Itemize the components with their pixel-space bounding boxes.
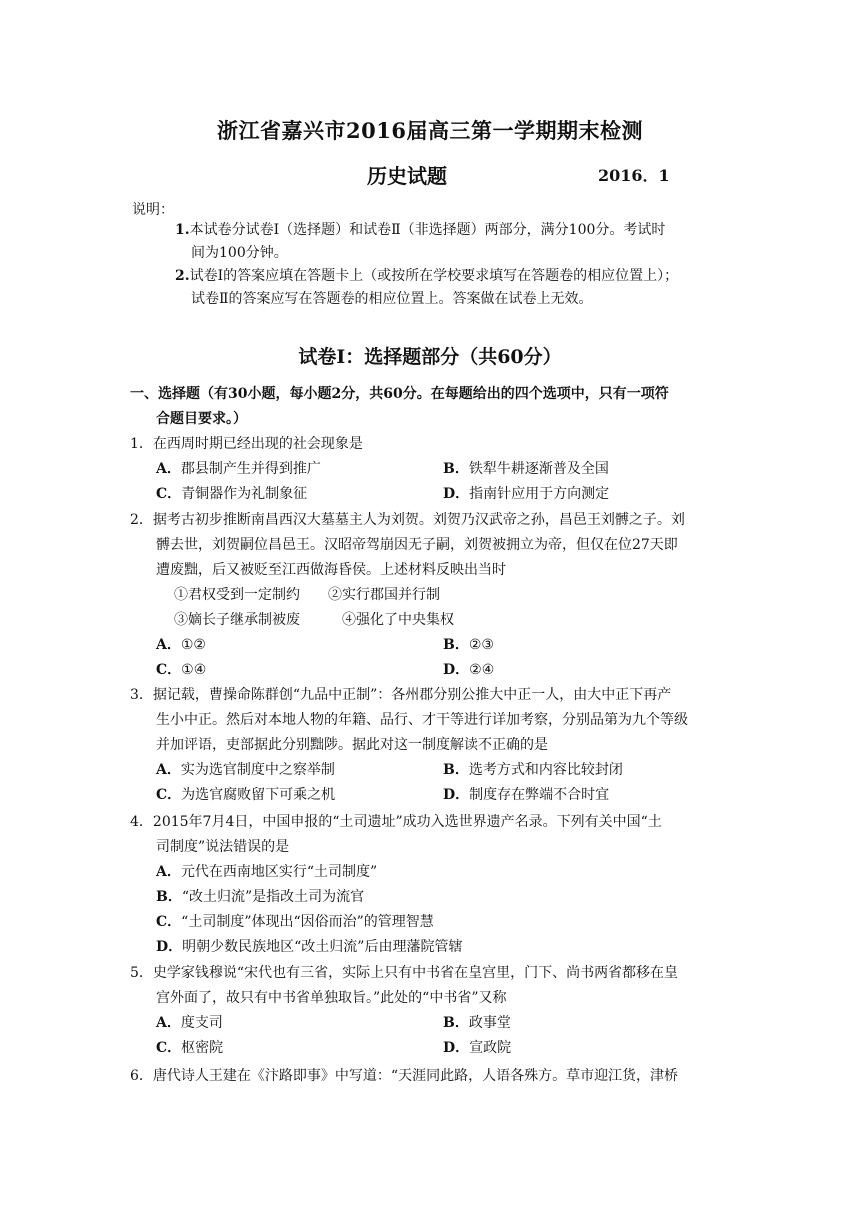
option-label: D． xyxy=(156,939,183,955)
option-label: C． xyxy=(156,1040,182,1056)
question-stem: 宫外面了，故只有中书省单独取旨。”此处的“中书省”又称 xyxy=(156,990,507,1006)
option-text: ①④ xyxy=(181,662,207,678)
option-b[interactable] xyxy=(443,1011,730,1036)
option-a[interactable] xyxy=(156,758,443,783)
question-stem: 2．据考古初步推断南昌西汉大墓墓主人为刘贺。刘贺乃汉武帝之孙，昌邑王刘髆之子。刘 xyxy=(130,512,685,528)
option-label: C． xyxy=(156,662,182,678)
exam-subtitle: 历史试题 xyxy=(367,164,447,188)
option-d[interactable] xyxy=(130,935,730,960)
option-label: B． xyxy=(443,637,469,653)
question-stem: 6．唐代诗人王建在《汴路即事》中写道：“天涯同此路，人语各殊方。草市迎江货，津桥 xyxy=(130,1068,679,1084)
question-5 xyxy=(130,961,730,1061)
option-text: 铁犁牛耕逐渐普及全国 xyxy=(468,461,609,477)
option-label: A． xyxy=(156,762,181,778)
question-1 xyxy=(130,432,730,507)
note-item-1 xyxy=(175,219,735,265)
option-label: A． xyxy=(156,637,181,653)
note-number: 1. xyxy=(175,222,190,238)
option-label: D． xyxy=(443,662,470,678)
option-label: D． xyxy=(443,486,470,502)
option-label: B． xyxy=(443,762,469,778)
option-text: “土司制度”体现出“因俗而治”的管理智慧 xyxy=(181,914,434,930)
option-text: 指南针应用于方向测定 xyxy=(469,486,610,502)
option-row xyxy=(130,758,730,783)
option-row xyxy=(130,783,730,808)
option-label: C． xyxy=(156,914,182,930)
option-label: B． xyxy=(443,461,469,477)
option-text: 青铜器作为礼制象征 xyxy=(181,486,308,502)
question-stem: 4．2015年7月4日，中国申报的“土司遗址”成功入选世界遗产名录。下列有关中国“土 xyxy=(130,814,662,830)
option-text: ①② xyxy=(180,637,206,653)
option-d[interactable] xyxy=(443,482,730,507)
option-c[interactable] xyxy=(156,1036,443,1061)
note-text: 本试卷分试卷Ⅰ（选择题）和试卷Ⅱ（非选择题）两部分，满分100分。考试时 xyxy=(189,222,666,238)
option-text: 郡县制产生并得到推广 xyxy=(180,461,321,477)
option-label: D． xyxy=(443,1040,470,1056)
exam-date: 2016．1 xyxy=(598,166,670,185)
section-instruction xyxy=(130,382,730,432)
option-text: ②④ xyxy=(469,662,495,678)
option-text: 枢密院 xyxy=(181,1040,224,1056)
option-text: 选考方式和内容比较封闭 xyxy=(468,762,623,778)
option-row xyxy=(130,658,730,683)
option-c[interactable] xyxy=(156,482,443,507)
option-a[interactable] xyxy=(156,457,443,482)
note-continuation: 试卷Ⅱ的答案应写在答题卷的相应位置上。答案做在试卷上无效。 xyxy=(191,291,593,307)
option-label: B． xyxy=(443,1015,469,1031)
option-a[interactable] xyxy=(156,633,443,658)
option-row xyxy=(130,482,730,507)
question-6 xyxy=(130,1064,730,1089)
option-d[interactable] xyxy=(443,783,730,808)
question-stem: 并加评语，吏部据此分别黜陟。据此对这一制度解读不正确的是 xyxy=(156,737,548,753)
option-row xyxy=(130,633,730,658)
option-text: 度支司 xyxy=(180,1015,223,1031)
option-label: D． xyxy=(443,787,470,803)
question-subitems: ③嫡长子继承制被废 ④强化了中央集权 xyxy=(174,612,454,628)
note-number: 2. xyxy=(175,268,190,284)
question-3 xyxy=(130,683,730,808)
option-text: “改土归流”是指改土司为流官 xyxy=(181,889,365,905)
option-label: A． xyxy=(156,461,181,477)
option-label: B． xyxy=(156,889,182,905)
question-stem: 髆去世，刘贺嗣位昌邑王。汉昭帝驾崩因无子嗣，刘贺被拥立为帝，但仅在位27天即 xyxy=(156,537,678,553)
instruction-line: 一、选择题（有30小题，每小题2分，共60分。在每题给出的四个选项中，只有一项符 xyxy=(130,386,669,402)
option-b[interactable] xyxy=(130,885,730,910)
option-row xyxy=(130,457,730,482)
option-label: C． xyxy=(156,486,182,502)
option-text: 元代在西南地区实行“土司制度” xyxy=(180,864,378,880)
option-text: 宣政院 xyxy=(469,1040,512,1056)
option-text: ②③ xyxy=(468,637,494,653)
option-row xyxy=(130,1036,730,1061)
note-continuation: 间为100分钟。 xyxy=(191,245,288,261)
option-c[interactable] xyxy=(156,783,443,808)
question-stem: 3．据记载，曹操命陈群创“九品中正制”：各州郡分别公推大中正一人，由大中正下再产 xyxy=(130,687,672,703)
option-row xyxy=(130,1011,730,1036)
question-stem: 遭废黜，后又被贬至江西做海昏侯。上述材料反映出当时 xyxy=(156,562,506,578)
question-stem: 司制度”说法错误的是 xyxy=(156,839,290,855)
option-b[interactable] xyxy=(443,457,730,482)
option-label: A． xyxy=(156,1015,181,1031)
option-d[interactable] xyxy=(443,658,730,683)
question-2 xyxy=(130,508,730,683)
question-stem: 5．史学家钱穆说“宋代也有三省，实际上只有中书省在皇宫里，门下、尚书两省都移在皇 xyxy=(130,965,679,981)
option-text: 实为选官制度中之察举制 xyxy=(180,762,335,778)
option-c[interactable] xyxy=(130,910,730,935)
exam-title: 浙江省嘉兴市2016届高三第一学期期末检测 xyxy=(217,118,643,143)
option-d[interactable] xyxy=(443,1036,730,1061)
option-b[interactable] xyxy=(443,758,730,783)
question-stem: 生小中正。然后对本地人物的年籍、品行、才干等进行详加考察，分别品第为九个等级 xyxy=(156,712,688,728)
option-text: 政事堂 xyxy=(468,1015,511,1031)
option-b[interactable] xyxy=(443,633,730,658)
option-label: C． xyxy=(156,787,182,803)
notes-label: 说明： xyxy=(132,202,174,218)
option-a[interactable] xyxy=(130,860,730,885)
option-a[interactable] xyxy=(156,1011,443,1036)
section-title: 试卷Ⅰ：选择题部分（共60分） xyxy=(298,346,562,368)
option-text: 为选官腐败留下可乘之机 xyxy=(181,787,336,803)
note-text: 试卷Ⅰ的答案应填在答题卡上（或按所在学校要求填写在答题卷的相应位置上）； xyxy=(189,268,679,284)
question-4 xyxy=(130,810,730,960)
question-stem: 1．在西周时期已经出现的社会现象是 xyxy=(130,436,363,452)
note-item-2 xyxy=(175,265,735,311)
option-text: 明朝少数民族地区“改土归流”后由理藩院管辖 xyxy=(182,939,463,955)
option-c[interactable] xyxy=(156,658,443,683)
option-text: 制度存在弊端不合时宜 xyxy=(469,787,610,803)
option-label: A． xyxy=(156,864,181,880)
instruction-line: 合题目要求。） xyxy=(156,411,247,427)
question-subitems: ①君权受到一定制约 ②实行郡国并行制 xyxy=(174,587,440,603)
